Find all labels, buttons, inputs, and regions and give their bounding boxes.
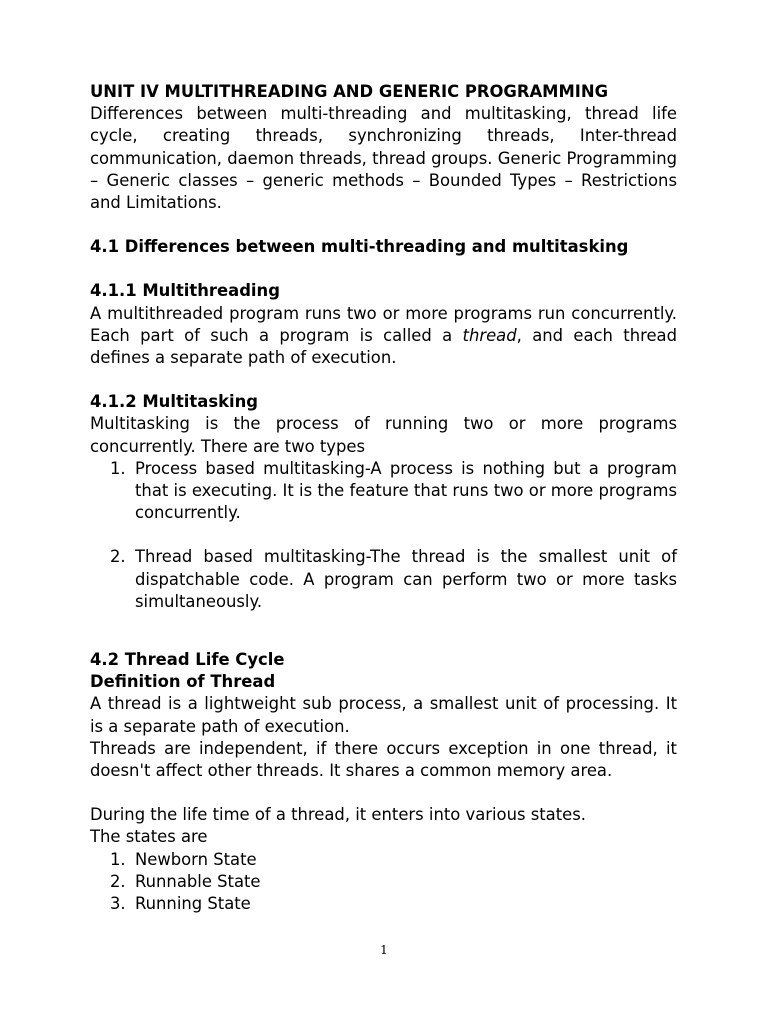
list-item: [90, 546, 677, 613]
definition-title: Definition of Thread: [90, 672, 276, 692]
page-content: [90, 81, 677, 915]
thread-emphasis: thread: [462, 325, 517, 345]
list-item-number: 1.: [110, 849, 126, 869]
list-spacer: [90, 524, 677, 546]
list-item-text: Process based multitasking-A process is nothing but a program that is executing. It is the feature that runs two or more programs concurrently.: [135, 458, 677, 523]
states-intro: The states are: [90, 827, 208, 847]
page-number: 1: [380, 943, 388, 957]
section-4-1-title: 4.1 Differences between multi-threading and multitasking: [90, 237, 629, 257]
multithreading-text-b: , and each thread defines a separate path of execution.: [90, 325, 677, 368]
multithreading-paragraph: [90, 303, 677, 370]
list-item: [90, 871, 677, 893]
unit-title: UNIT IV MULTITHREADING AND GENERIC PROGRAMMING: [90, 82, 609, 101]
life-time-text: During the life time of a thread, it enters into various states.: [90, 805, 586, 825]
unit-intro: Differences between multi-threading and multitasking, thread life cycle, creating threads, synchronizing threads, Inter-thread communication, daemon threads, thread groups. Generic Programming – Generic classes – generic methods – Bounded Types – Restrictions and Limitations.: [90, 104, 677, 213]
multitasking-types-list: [90, 458, 677, 613]
list-item: [90, 849, 677, 871]
list-item-text: Runnable State: [135, 871, 261, 891]
multithreading-text-a: A multithreaded program runs two or more programs run concurrently. Each part of such a program is called a: [90, 303, 677, 345]
multitasking-intro: Multitasking is the process of running two or more programs concurrently. There are two types: [90, 414, 677, 456]
list-item-text: Running State: [135, 894, 251, 914]
list-item-text: Newborn State: [135, 849, 257, 869]
list-item-number: 2.: [110, 547, 126, 567]
independence-text: Threads are independent, if there occurs exception in one thread, it doesn't affect other threads. It shares a common memory area.: [90, 738, 677, 781]
section-4-1-2-title: 4.1.2 Multitasking: [90, 392, 258, 412]
list-item-text: Thread based multitasking-The thread is the smallest unit of dispatchable code. A program can perform two or more tasks simultaneously.: [135, 547, 677, 611]
list-item-number: 1.: [110, 458, 126, 478]
definition-text: A thread is a lightweight sub process, a smallest unit of processing. It is a separate path of execution.: [90, 694, 677, 736]
list-item: [90, 893, 677, 915]
states-list: [90, 849, 677, 916]
section-4-2-title: 4.2 Thread Life Cycle: [90, 650, 285, 670]
section-4-1-1-title: 4.1.1 Multithreading: [90, 281, 280, 301]
list-item-number: 3.: [110, 894, 126, 914]
list-item: [90, 458, 677, 525]
list-item-number: 2.: [110, 871, 126, 891]
